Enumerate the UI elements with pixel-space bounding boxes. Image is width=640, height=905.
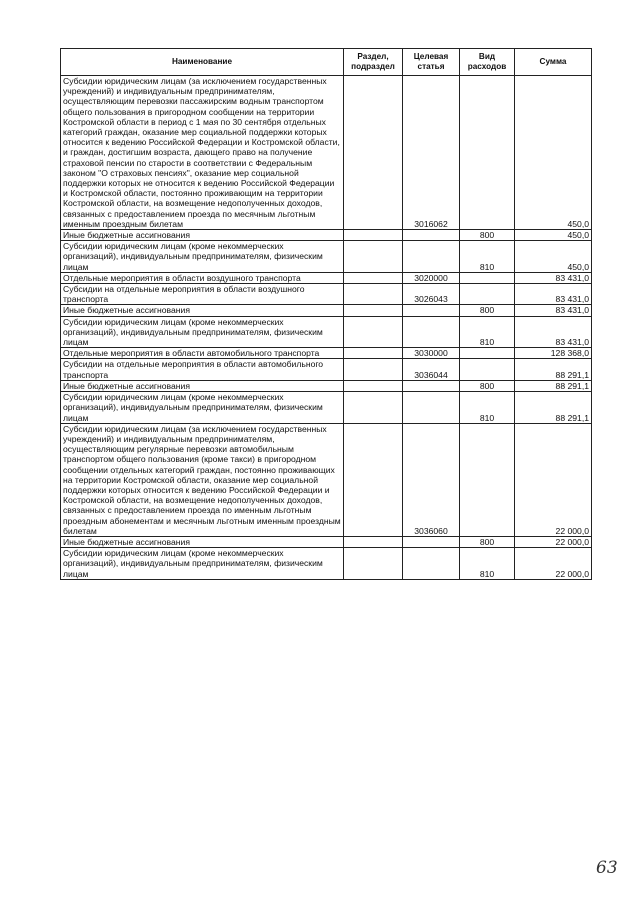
table-row bbox=[61, 348, 592, 359]
cell-summa: 450,0 bbox=[515, 241, 592, 273]
cell-vid bbox=[460, 359, 515, 380]
cell-vid: 810 bbox=[460, 241, 515, 273]
cell-statia: 3030000 bbox=[403, 348, 460, 359]
cell-name: Субсидии юридическим лицам (кроме некоммерческих организаций), индивидуальным предпринимателям, физическим лицам bbox=[61, 548, 344, 580]
cell-name: Иные бюджетные ассигнования bbox=[61, 305, 344, 316]
cell-vid bbox=[460, 423, 515, 536]
cell-statia bbox=[403, 316, 460, 348]
table-row bbox=[61, 423, 592, 536]
table-row bbox=[61, 380, 592, 391]
cell-vid: 800 bbox=[460, 380, 515, 391]
cell-razdel bbox=[344, 305, 403, 316]
cell-name: Субсидии юридическим лицам (кроме некоммерческих организаций), индивидуальным предпринимателям, физическим лицам bbox=[61, 241, 344, 273]
cell-vid bbox=[460, 76, 515, 230]
table-row bbox=[61, 305, 592, 316]
cell-razdel bbox=[344, 241, 403, 273]
cell-razdel bbox=[344, 76, 403, 230]
cell-summa: 22 000,0 bbox=[515, 536, 592, 547]
cell-name: Субсидии юридическим лицам (за исключением государственных учреждений) и индивидуальным предпринимателям, осуществляющим перевозки пассажирским водным транспортом общего пользования в пригородном сообщении на территории Костромской области в период с 1 мая по 30 сентября отдельных категорий граждан, оказание мер социальной поддержки которых относится к ведению Российской Федерации и Костромской области, и граждан, достигшим возраста, дающего право на получение страховой пенсии по старости в соответствии с Федеральным законом "О страховых пенсиях", оказание мер социальной поддержки которых не относится к ведению Российской Федерации и Костромской области, постоянно проживающим на территории Костромской области, на возмещение недополученных доходов, связанных с предоставлением проезда по месячным льготным именным проездным билетам bbox=[61, 76, 344, 230]
table-row bbox=[61, 272, 592, 283]
cell-razdel bbox=[344, 423, 403, 536]
cell-vid: 800 bbox=[460, 536, 515, 547]
cell-name: Субсидии на отдельные мероприятия в области автомобильного транспорта bbox=[61, 359, 344, 380]
cell-name: Субсидии юридическим лицам (кроме некоммерческих организаций), индивидуальным предпринимателям, физическим лицам bbox=[61, 392, 344, 424]
cell-summa: 88 291,1 bbox=[515, 392, 592, 424]
header-vid: Вид расходов bbox=[460, 49, 515, 76]
cell-vid: 810 bbox=[460, 392, 515, 424]
cell-razdel bbox=[344, 392, 403, 424]
cell-razdel bbox=[344, 380, 403, 391]
table-row bbox=[61, 230, 592, 241]
cell-summa: 83 431,0 bbox=[515, 316, 592, 348]
cell-statia bbox=[403, 230, 460, 241]
cell-statia: 3026043 bbox=[403, 284, 460, 305]
cell-razdel bbox=[344, 348, 403, 359]
header-razdel: Раздел, подраздел bbox=[344, 49, 403, 76]
cell-vid: 810 bbox=[460, 548, 515, 580]
table-row bbox=[61, 241, 592, 273]
page-number: 63 bbox=[596, 858, 618, 878]
header-statia: Целевая статья bbox=[403, 49, 460, 76]
cell-vid: 800 bbox=[460, 305, 515, 316]
table-row bbox=[61, 76, 592, 230]
cell-name: Иные бюджетные ассигнования bbox=[61, 380, 344, 391]
cell-vid: 800 bbox=[460, 230, 515, 241]
cell-vid bbox=[460, 284, 515, 305]
cell-vid: 810 bbox=[460, 316, 515, 348]
table-header-row bbox=[61, 49, 592, 76]
cell-summa: 450,0 bbox=[515, 76, 592, 230]
cell-razdel bbox=[344, 316, 403, 348]
cell-summa: 83 431,0 bbox=[515, 284, 592, 305]
cell-razdel bbox=[344, 548, 403, 580]
cell-statia: 3020000 bbox=[403, 272, 460, 283]
cell-summa: 450,0 bbox=[515, 230, 592, 241]
cell-name: Субсидии юридическим лицам (кроме некоммерческих организаций), индивидуальным предпринимателям, физическим лицам bbox=[61, 316, 344, 348]
budget-table bbox=[60, 48, 592, 580]
cell-razdel bbox=[344, 230, 403, 241]
cell-vid bbox=[460, 272, 515, 283]
cell-razdel bbox=[344, 359, 403, 380]
cell-statia bbox=[403, 548, 460, 580]
cell-summa: 88 291,1 bbox=[515, 359, 592, 380]
cell-summa: 83 431,0 bbox=[515, 272, 592, 283]
cell-summa: 128 368,0 bbox=[515, 348, 592, 359]
cell-summa: 83 431,0 bbox=[515, 305, 592, 316]
cell-name: Иные бюджетные ассигнования bbox=[61, 536, 344, 547]
table-row bbox=[61, 536, 592, 547]
cell-statia: 3016062 bbox=[403, 76, 460, 230]
cell-name: Отдельные мероприятия в области автомобильного транспорта bbox=[61, 348, 344, 359]
cell-statia bbox=[403, 392, 460, 424]
table-row bbox=[61, 392, 592, 424]
cell-statia bbox=[403, 241, 460, 273]
cell-vid bbox=[460, 348, 515, 359]
header-name: Наименование bbox=[61, 49, 344, 76]
table-row bbox=[61, 284, 592, 305]
cell-statia bbox=[403, 305, 460, 316]
cell-statia: 3036060 bbox=[403, 423, 460, 536]
cell-statia: 3036044 bbox=[403, 359, 460, 380]
cell-name: Иные бюджетные ассигнования bbox=[61, 230, 344, 241]
header-summa: Сумма bbox=[515, 49, 592, 76]
cell-summa: 22 000,0 bbox=[515, 548, 592, 580]
cell-name: Субсидии юридическим лицам (за исключением государственных учреждений) и индивидуальным предпринимателям, осуществляющим регулярные перевозки автомобильным транспортом общего пользования (кроме такси) в пригородном сообщении отдельных категорий граждан, постоянно проживающих на территории Костромской области, оказание мер социальной поддержки которых относится к ведению Российской Федерации и Костромской области, на возмещение недополученных доходов, связанных с предоставлением проезда по именным льготным проездным абонементам и месячным льготным именным проездным билетам bbox=[61, 423, 344, 536]
cell-razdel bbox=[344, 536, 403, 547]
cell-name: Субсидии на отдельные мероприятия в области воздушного транспорта bbox=[61, 284, 344, 305]
cell-summa: 22 000,0 bbox=[515, 423, 592, 536]
cell-name: Отдельные мероприятия в области воздушного транспорта bbox=[61, 272, 344, 283]
cell-statia bbox=[403, 380, 460, 391]
table-row bbox=[61, 316, 592, 348]
table-row bbox=[61, 548, 592, 580]
cell-summa: 88 291,1 bbox=[515, 380, 592, 391]
cell-razdel bbox=[344, 272, 403, 283]
cell-razdel bbox=[344, 284, 403, 305]
table-row bbox=[61, 359, 592, 380]
cell-statia bbox=[403, 536, 460, 547]
